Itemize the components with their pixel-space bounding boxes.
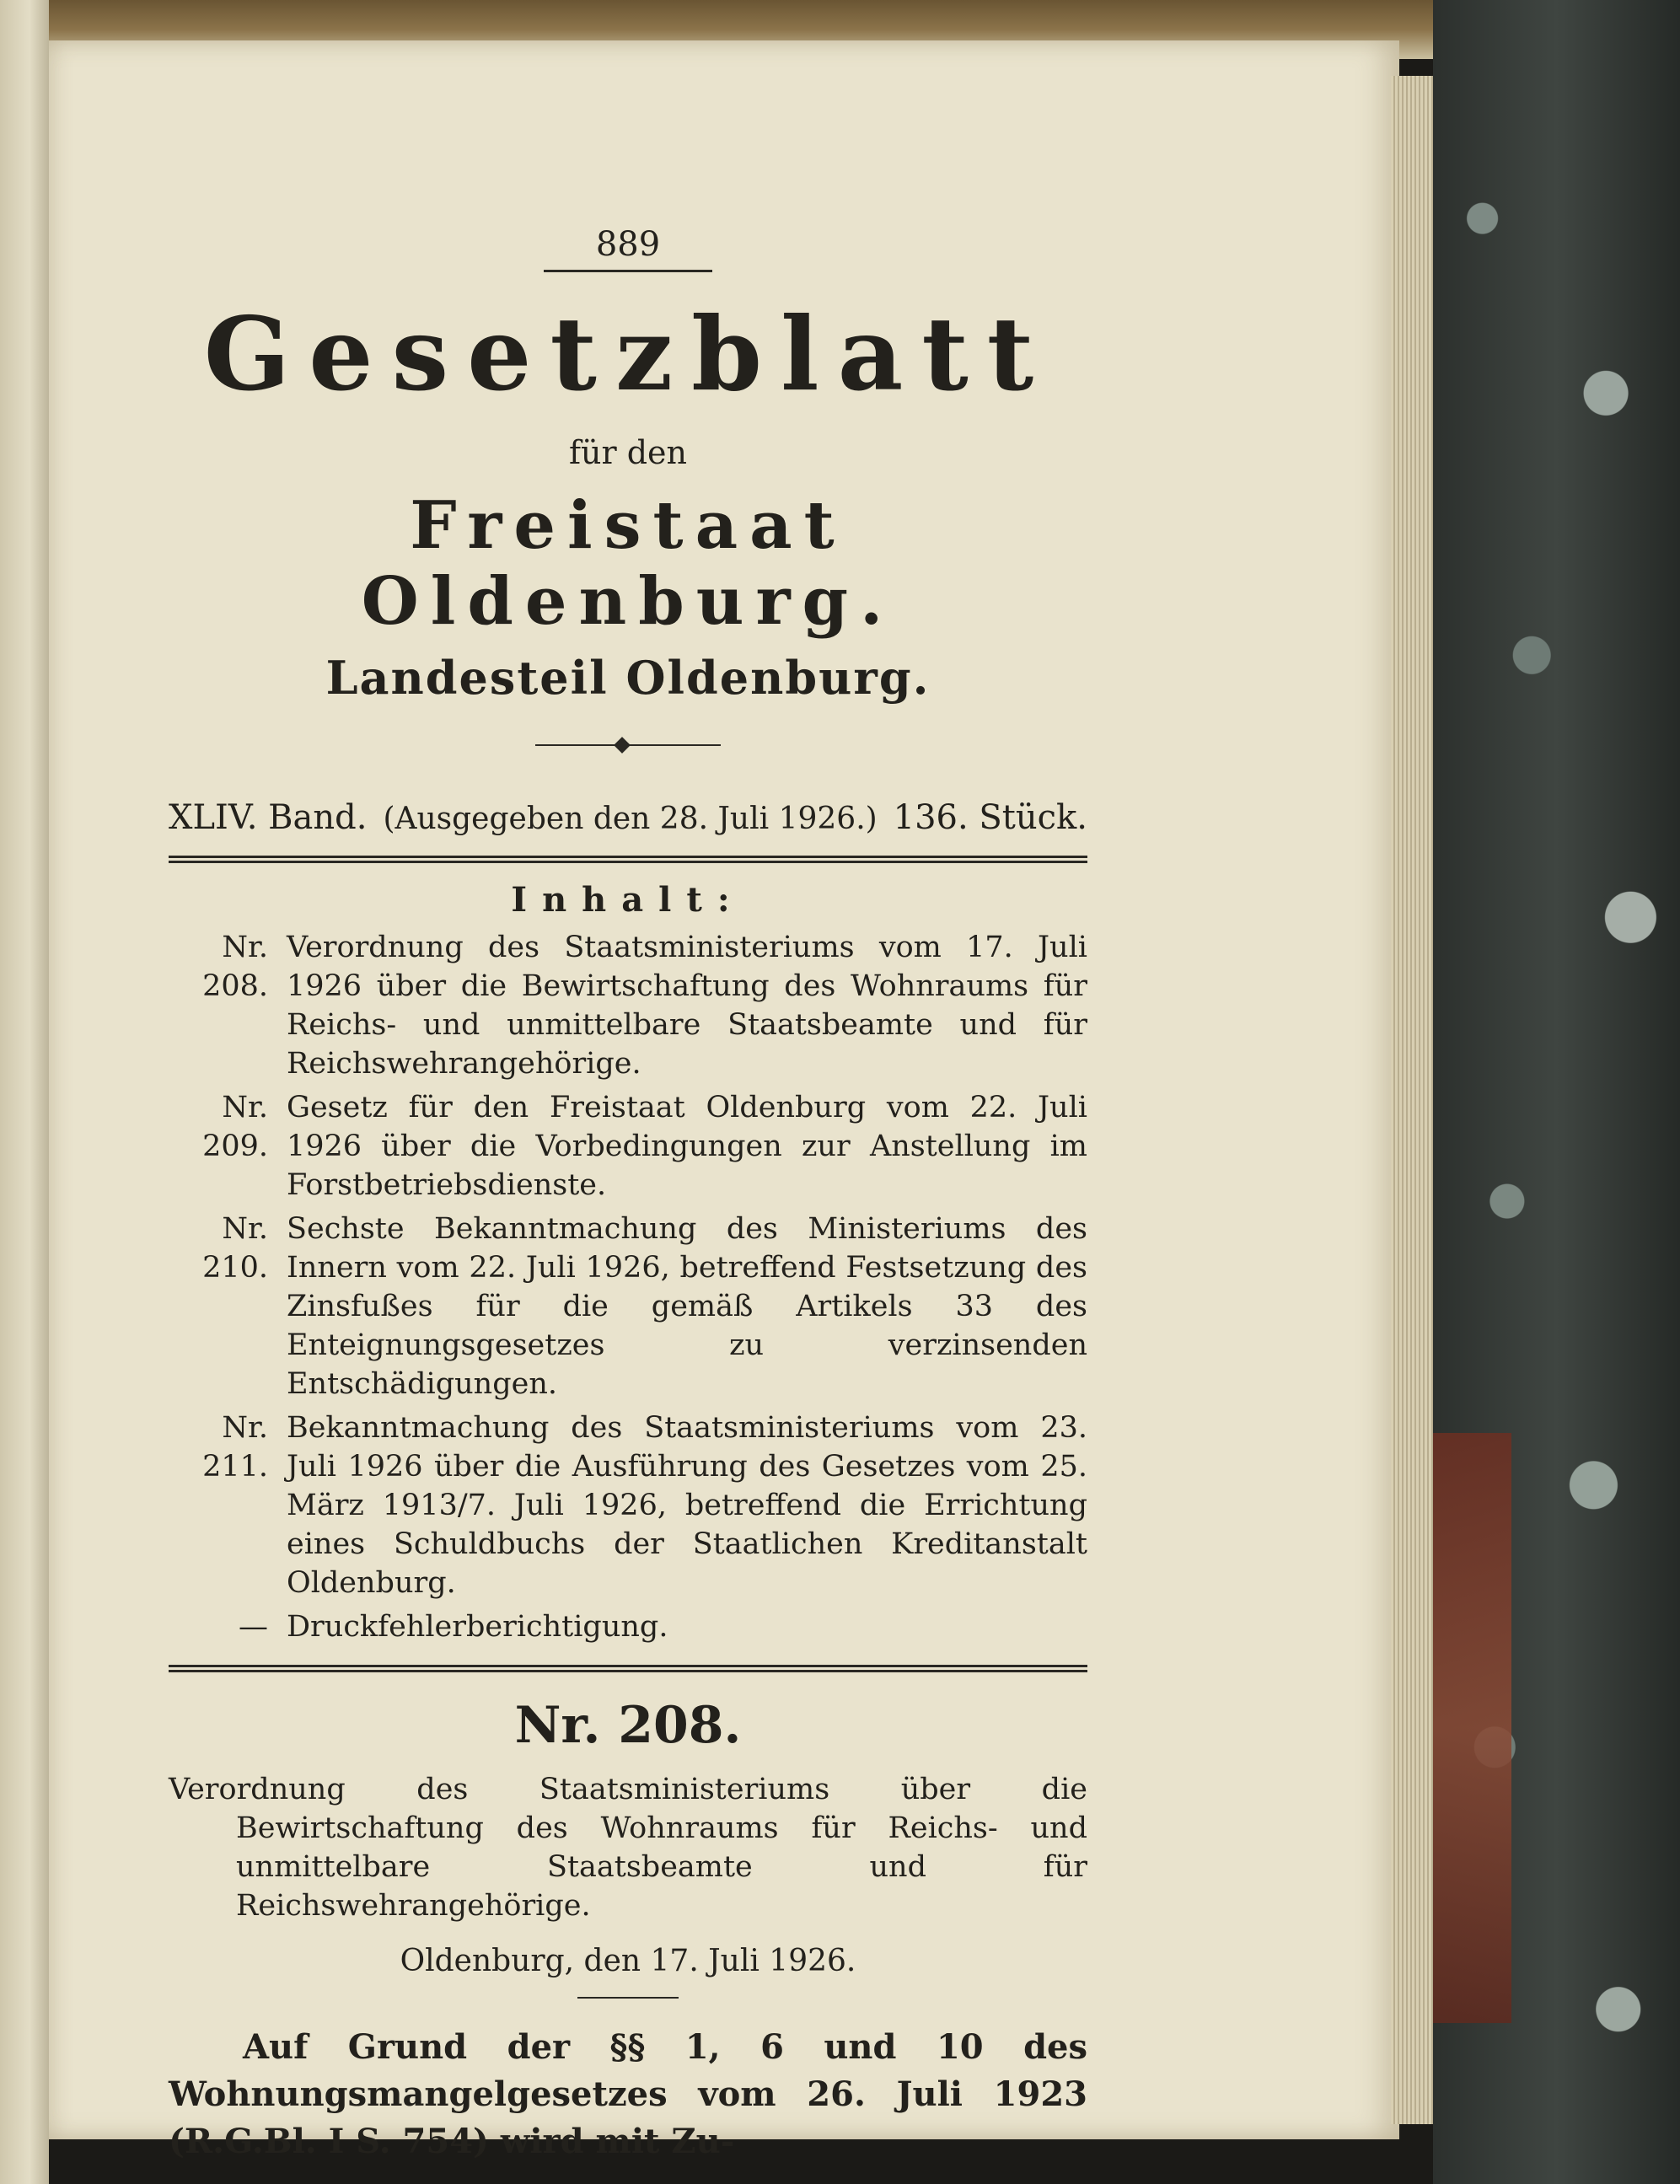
toc-entry-text: Verordnung des Staatsministeriums vom 17. Juli 1926 über die Bewirtschaftung des Wohnraums für Reichs- und unmittelbare Staatsbeamte und für Reichswehrangehörige. (287, 931, 1087, 1081)
toc-entry-label: Nr. 209. (202, 1091, 268, 1163)
section-place-date: Oldenburg, den 17. Juli 1926. (400, 1944, 856, 1978)
double-rule-bottom (169, 1665, 1087, 1672)
section-title: Verordnung des Staatsministeriums über die Bewirtschaftung des Wohnraums für Reichs- und unmittelbare Staatsbeamte und für Reichswehrangehörige. (169, 1773, 1087, 1923)
toc-entry (169, 928, 1087, 1083)
toc-entry (169, 1409, 1087, 1602)
ornament-divider (535, 739, 721, 751)
issue-date: (Ausgegeben den 28. Juli 1926.) (383, 802, 878, 836)
double-rule-top (169, 856, 1087, 863)
toc-entry-text: Bekanntmachung des Staatsministeriums vom 23. Juli 1926 über die Ausführung des Gesetzes vom 25. März 1913/7. Juli 1926, betreffend die Errichtung eines Schuldbuchs der Staatlichen Kreditanstalt Oldenburg. (287, 1411, 1087, 1600)
page-number: 889 (595, 225, 661, 264)
toc-entry-label: — (239, 1610, 268, 1644)
toc-entry-text: Gesetz für den Freistaat Oldenburg vom 22. Juli 1926 über die Vorbedingungen zur Anstellung im Forstbetriebsdienste. (287, 1091, 1087, 1202)
toc-entry (169, 1607, 1087, 1646)
masthead-title: Gesetzblatt (203, 295, 1053, 414)
left-page-edge (0, 0, 49, 2184)
region-name: Landesteil Oldenburg. (325, 651, 931, 705)
toc-heading: Inhalt: (511, 880, 745, 920)
short-rule (577, 1997, 679, 1999)
toc-entry-text: Druckfehlerberichtigung. (287, 1610, 668, 1644)
section-number: Nr. 208. (514, 1696, 742, 1755)
section-body-text: Auf Grund der §§ 1, 6 und 10 des Wohnungsmangelgesetzes vom 26. Juli 1923 (R.G.Bl. I S. 754) wird mit Zu- (169, 2027, 1087, 2161)
issue-line (169, 798, 1087, 837)
subtitle-prefix: für den (568, 434, 688, 471)
page-number-rule (544, 270, 712, 272)
toc-entry (169, 1088, 1087, 1205)
toc-entry-label: Nr. 211. (202, 1411, 268, 1484)
page-stack-edges (1391, 76, 1433, 2124)
toc-entry-label: Nr. 208. (202, 931, 268, 1003)
toc-entry (169, 1210, 1087, 1403)
toc-entry-label: Nr. 210. (202, 1212, 268, 1285)
toc-entry-text: Sechste Bekanntmachung des Ministeriums des Innern vom 22. Juli 1926, betreffend Festsetzung des Zinsfußes für die gemäß Artikels 33 des Enteignungsgesetzes zu verzinsenden Entschädigungen. (287, 1212, 1087, 1401)
state-name: Freistaat Oldenburg. (361, 487, 895, 640)
page-content (169, 225, 1087, 2165)
issue-part: 136. Stück. (893, 798, 1087, 837)
issue-volume: XLIV. Band. (169, 798, 368, 837)
cover-leather-edge (1433, 1433, 1511, 2023)
